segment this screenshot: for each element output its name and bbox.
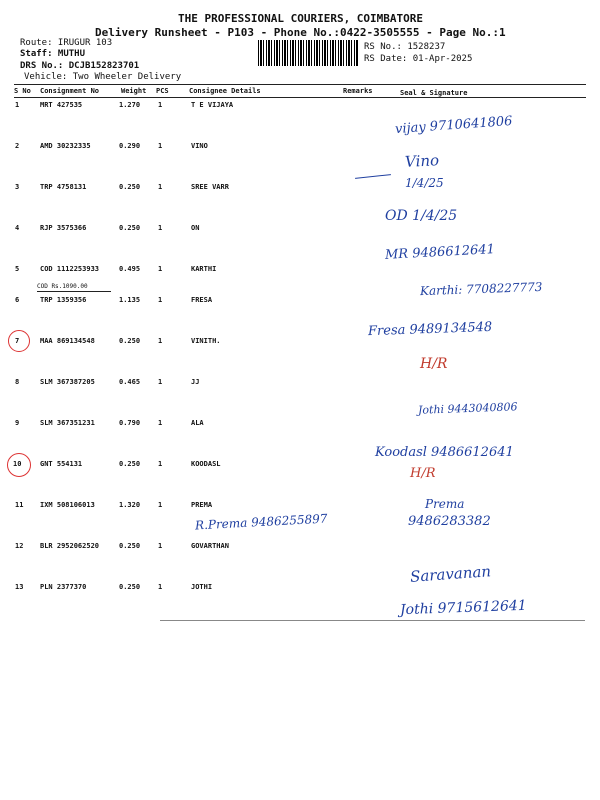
- row-consignee: T E VIJAYA: [191, 101, 234, 109]
- row-pcs: 1: [158, 501, 163, 509]
- company-title: THE PROFESSIONAL COURIERS, COIMBATORE: [178, 12, 424, 25]
- row-weight: 0.250: [119, 183, 141, 191]
- row-consignment: GNT 554131: [40, 460, 83, 468]
- signature-10: R.Prema 9486255897: [194, 511, 328, 533]
- row-sno: 12: [15, 542, 24, 550]
- signature-2: Vino: [404, 151, 440, 171]
- row-pcs: 1: [158, 183, 163, 191]
- signature-9-remark: H/R: [410, 466, 436, 481]
- row-pcs: 1: [158, 265, 163, 273]
- row-sno: 8: [15, 378, 20, 386]
- staff: Staff: MUTHU: [20, 49, 86, 59]
- row-sno: 1: [15, 101, 20, 109]
- row-weight: 1.135: [119, 296, 141, 304]
- row-weight: 0.250: [119, 583, 141, 591]
- drs-number: DRS No.: DCJB152823701: [20, 61, 140, 71]
- row-weight: 0.290: [119, 142, 141, 150]
- col-weight: Weight: [121, 87, 147, 95]
- row-sno: 11: [15, 501, 24, 509]
- row-weight: 1.270: [119, 101, 141, 109]
- signature-1: vijay 9710641806: [394, 113, 513, 138]
- signature-5: Karthi: 7708227773: [419, 279, 543, 299]
- row-consignment: AMD 30232335: [40, 142, 91, 150]
- row-consignment: PLN 2377370: [40, 583, 87, 591]
- col-pcs: PCS: [156, 87, 169, 95]
- runsheet-title: Delivery Runsheet - P103 - Phone No.:0422-3505555 - Page No.:1: [95, 26, 506, 39]
- row-weight: 0.250: [119, 460, 141, 468]
- row-consignment: TRP 1359356: [40, 296, 87, 304]
- signature-3: OD 1/4/25: [385, 208, 458, 224]
- row-consignment: RJP 3575366: [40, 224, 87, 232]
- row-consignee: VINO: [191, 142, 208, 150]
- row-pcs: 1: [158, 101, 163, 109]
- row-consignee: PREMA: [191, 501, 213, 509]
- barcode: [258, 40, 358, 66]
- row-consignment: TRP 4758131: [40, 183, 87, 191]
- row-consignee: SREE VARR: [191, 183, 229, 191]
- row-consignment: IXM 508106013: [40, 501, 95, 509]
- signature-6: Fresa 9489134548: [367, 319, 493, 340]
- row-consignee: JJ: [191, 378, 200, 386]
- row-consignment: SLM 367387205: [40, 378, 95, 386]
- row-sno: 13: [15, 583, 24, 591]
- row-sno: 7: [15, 337, 20, 345]
- row-consignee: KOODASL: [191, 460, 221, 468]
- row-consignment: COD 1112253933: [40, 265, 100, 273]
- row-consignee: FRESA: [191, 296, 213, 304]
- row-pcs: 1: [158, 296, 163, 304]
- signature-10-b: Prema: [425, 497, 465, 511]
- row-weight: 0.790: [119, 419, 141, 427]
- row-consignee: GOVARTHAN: [191, 542, 229, 550]
- col-sno: S No: [14, 87, 31, 95]
- signature-10-c: 9486283382: [408, 514, 491, 529]
- row-weight: 0.465: [119, 378, 141, 386]
- row-sno: 2: [15, 142, 20, 150]
- row-pcs: 1: [158, 142, 163, 150]
- row-consignment: BLR 2952062520: [40, 542, 100, 550]
- row-sno: 4: [15, 224, 20, 232]
- row-consignment: MRT 427535: [40, 101, 83, 109]
- row-weight: 0.250: [119, 337, 141, 345]
- row-sno: 3: [15, 183, 20, 191]
- row-sno: 6: [15, 296, 20, 304]
- row-consignee: KARTHI: [191, 265, 217, 273]
- signature-9: Koodasl 9486612641: [375, 445, 514, 460]
- signature-12: Saravanan: [409, 562, 492, 586]
- row-consignee: VINITH.: [191, 337, 221, 345]
- red-circle-mark: [7, 453, 31, 477]
- vehicle: Vehicle: Two Wheeler Delivery: [24, 72, 182, 82]
- col-consignment: Consignment No: [40, 87, 100, 95]
- route: Route: IRUGUR 103: [20, 38, 113, 48]
- row-pcs: 1: [158, 378, 163, 386]
- row-weight: 0.250: [119, 542, 141, 550]
- row-consignment: SLM 367351231: [40, 419, 95, 427]
- row-weight: 0.250: [119, 224, 141, 232]
- red-circle-mark: [8, 330, 30, 352]
- rs-number: RS No.: 1528237: [364, 42, 446, 52]
- cod-amount: COD Rs.1090.00: [37, 283, 88, 290]
- signature-2-date: 1/4/25: [405, 176, 444, 190]
- row-weight: 1.320: [119, 501, 141, 509]
- signature-8: Jothi 9443040806: [417, 400, 518, 417]
- row-pcs: 1: [158, 542, 163, 550]
- row-pcs: 1: [158, 460, 163, 468]
- row-pcs: 1: [158, 419, 163, 427]
- row-consignment: MAA 869134548: [40, 337, 95, 345]
- signature-4: MR 9486612641: [384, 242, 496, 263]
- signature-6-remark: H/R: [420, 356, 448, 372]
- row-consignee: ALA: [191, 419, 204, 427]
- col-signature: Seal & Signature: [400, 89, 468, 97]
- row-sno: 5: [15, 265, 20, 273]
- row-consignee: JOTHI: [191, 583, 213, 591]
- rs-date: RS Date: 01-Apr-2025: [364, 54, 473, 64]
- pen-stroke: [355, 174, 391, 179]
- row-consignee: ON: [191, 224, 200, 232]
- col-consignee: Consignee Details: [189, 87, 261, 95]
- row-sno: 9: [15, 419, 20, 427]
- row-pcs: 1: [158, 583, 163, 591]
- row-pcs: 1: [158, 337, 163, 345]
- col-remarks: Remarks: [343, 87, 373, 95]
- row-weight: 0.495: [119, 265, 141, 273]
- signature-13: Jothi 9715612641: [399, 597, 527, 619]
- row-pcs: 1: [158, 224, 163, 232]
- row-sno: 10: [13, 460, 22, 468]
